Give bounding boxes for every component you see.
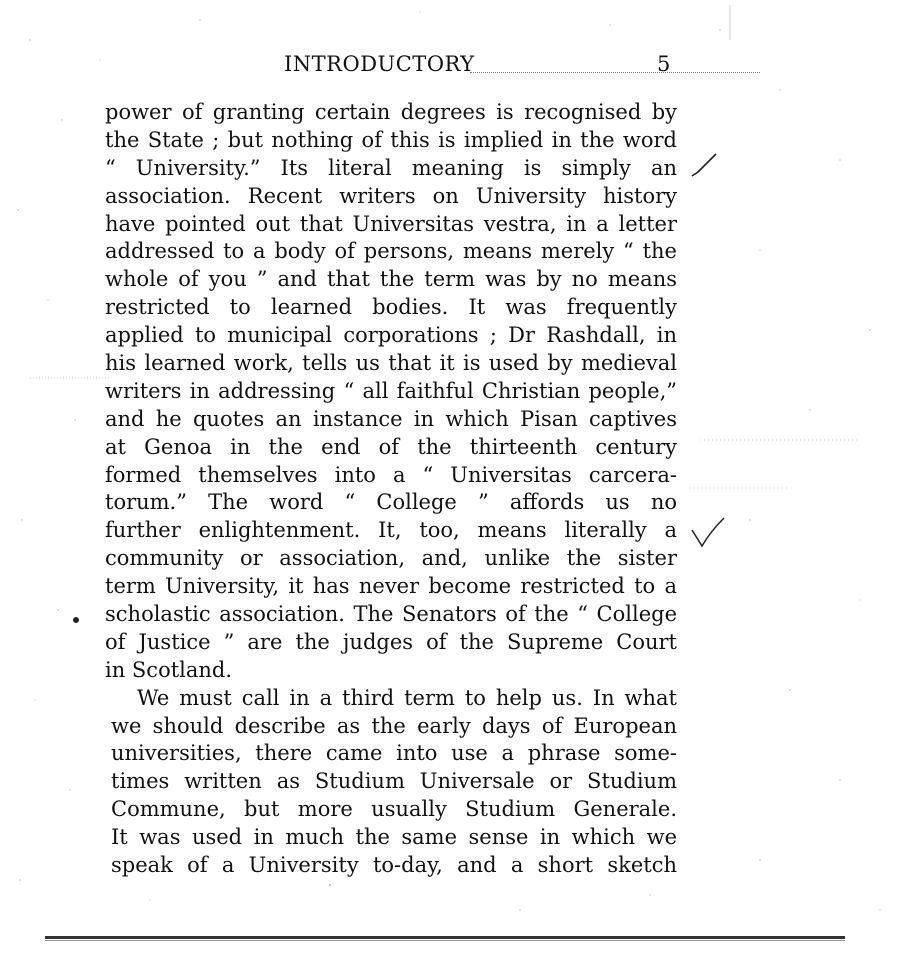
text-line: we should describe as the early days of European	[111, 713, 677, 738]
text-line: times written as Studium Universale or Studium	[111, 769, 677, 794]
text-line: have pointed out that Universitas vestra, in a letter	[105, 211, 677, 236]
text-line: community or association, and, unlike the sister	[105, 546, 677, 571]
text-line: restricted to learned bodies. It was frequently	[105, 295, 677, 320]
text-line: torum.” The word “ College ” affords us no	[105, 490, 677, 515]
text-line: speak of a University to-day, and a short sketch	[111, 853, 677, 878]
bottom-rule	[45, 940, 845, 941]
text-line: applied to municipal corporations ; Dr Rashdall, in	[105, 323, 677, 348]
text-line: We must call in a third term to help us. In what	[137, 685, 677, 710]
text-line: of Justice ” are the judges of the Supreme Court	[105, 629, 677, 654]
text-line: in Scotland.	[105, 657, 233, 682]
ink-spot	[73, 617, 79, 623]
checkmark-icon	[688, 512, 728, 552]
page-number: 5	[657, 52, 671, 76]
body-text	[105, 99, 677, 880]
running-header-title: INTRODUCTORY	[284, 52, 475, 76]
text-line: further enlightenment. It, too, means literally a	[105, 518, 677, 543]
text-line: addressed to a body of persons, means merely “ the	[105, 239, 677, 264]
text-line: formed themselves into a “ Universitas carcera-	[105, 462, 677, 487]
text-line: at Genoa in the end of the thirteenth century	[105, 434, 677, 459]
text-line: his learned work, tells us that it is used by medieval	[105, 351, 677, 376]
text-line: scholastic association. The Senators of the “ College	[105, 602, 677, 627]
bottom-rule	[45, 936, 845, 939]
text-line: “ University.” Its literal meaning is simply an	[105, 155, 677, 180]
text-line: association. Recent writers on University history	[105, 183, 677, 208]
text-line: universities, there came into use a phrase some-	[111, 741, 677, 766]
text-line: power of granting certain degrees is recognised by	[105, 100, 677, 124]
text-line: term University, it has never become restricted to a	[105, 574, 677, 599]
text-line: and he quotes an instance in which Pisan captives	[105, 406, 677, 431]
header-rule	[470, 72, 760, 73]
text-line: It was used in much the same sense in which we	[111, 825, 677, 850]
checkmark-icon	[690, 150, 720, 182]
text-line: the State ; but nothing of this is implied in the word	[105, 127, 677, 152]
text-line: whole of you ” and that the term was by no means	[105, 267, 677, 292]
text-line: Commune, but more usually Studium Generale.	[111, 797, 677, 822]
text-line: writers in addressing “ all faithful Christian people,”	[105, 378, 677, 403]
